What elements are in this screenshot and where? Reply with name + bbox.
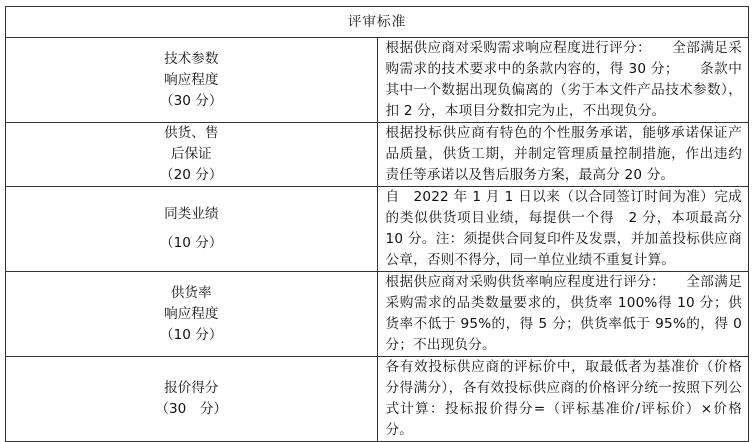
criterion-description: 自 2022 年 1 月 1 日以来（以合同签订时间为准）完成的类似供货项目业绩，每提供一个得 2 分，本项最高分 10 分。注：须提供合同复印件及发票，并加盖投标供应商公章，否则不得分，同一单位业绩不重复计算。: [377, 187, 749, 272]
criterion-label-line: （30 分）: [160, 92, 223, 109]
criterion-label-line: 技术参数: [164, 50, 219, 67]
criterion-label: [6, 123, 378, 187]
criterion-label-line: 响应程度: [164, 305, 219, 322]
criterion-label-line: （10 分）: [160, 235, 223, 251]
criterion-description: 各有效投标供应商的评标价中，取最低者为基准价（价格分得满分），各有效投标供应商的价格评分统一按照下列公式计算：投标报价得分=（评标基准价/评标价）×价格分。: [377, 357, 749, 442]
criterion-label-line: 响应程度: [164, 71, 219, 88]
criterion-description: 根据供应商对采购需求响应程度进行评分： 全部满足采购需求的技术要求中的条款内容的，得 30 分； 条款中其中一个数据出现负偏离的（劣于本文件产品技术参数），扣 2 分，本项目分数扣完为止，不出现负分。: [377, 38, 749, 123]
scoring-criteria-table: [5, 6, 749, 442]
table-row: [6, 38, 749, 123]
criterion-label: [6, 38, 378, 123]
criterion-label-line: （20 分）: [160, 167, 223, 183]
criterion-label: [6, 187, 378, 272]
table-row: [6, 187, 749, 272]
criterion-label: [6, 357, 378, 442]
table-row: [6, 123, 749, 187]
criterion-description: 根据供应商对采购供货率响应程度进行评分： 全部满足采购需求的品类数量要求的，供货率 100%得 10 分；供货率不低于 95%的，得 5 分；供货率低于 95%的，得 0 分；不出现负分。: [377, 272, 749, 357]
criterion-label: [6, 272, 378, 357]
criterion-description: 根据投标供应商有特色的个性服务承诺，能够承诺保证产品质量，供货工期，并制定管理质量控制措施，作出违约责任等承诺以及售后服务方案，最高分 20 分。: [377, 123, 749, 187]
criterion-label-line: （10 分）: [160, 326, 223, 343]
criterion-label-line: （30 分）: [155, 401, 228, 417]
table-row: [6, 272, 749, 357]
table-row: [6, 357, 749, 442]
criterion-label-line: 同类业绩: [164, 206, 219, 222]
criterion-label-line: 供货、售: [164, 125, 219, 141]
criterion-label-line: 后保证: [170, 146, 212, 162]
criterion-label-line: 报价得分: [164, 380, 219, 396]
criterion-label-line: 供货率: [170, 284, 212, 301]
table-header: 评审标准: [6, 7, 749, 38]
